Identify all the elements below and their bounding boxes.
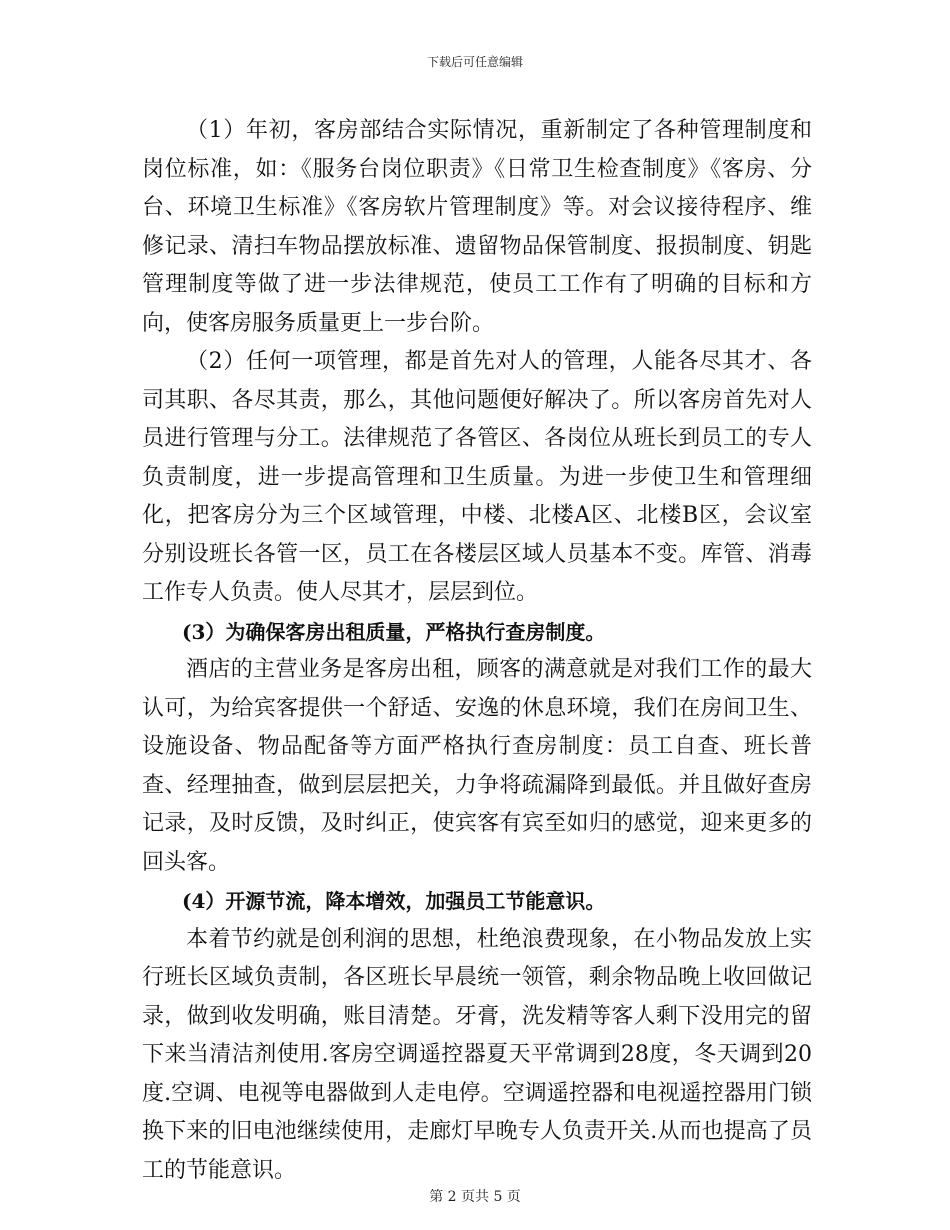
section-heading-4: (4）开源节流，降本增效，加强员工节能意识。 bbox=[182, 889, 606, 913]
paragraph-2: （2）任何一项管理，都是首先对人的管理，人能各尽其才、各司其职、各尽其责，那么，其他问题便好解决了。所以客房首先对人员进行管理与分工。法律规范了各管区、各岗位从班长到员工的专人负责制度，进一步提高管理和卫生质量。为进一步使卫生和管理细化，把客房分为三个区域管理，中楼、北楼A区、北楼B区，会议室分别设班长各管一区，员工在各楼层区域人员基本不变。库管、消毒工作专人负责。使人尽其才，层层到位。 bbox=[142, 349, 812, 605]
page-header: 下载后可任意编辑 bbox=[426, 55, 523, 69]
document-body bbox=[142, 112, 812, 1190]
paragraph-1: （1）年初，客房部结合实际情况，重新制定了各种管理制度和岗位标准，如：《服务台岗位职责》《日常卫生检查制度》《客房、分台、环境卫生标准》《客房软片管理制度》等。对会议接待程序、维修记录、清扫车物品摆放标准、遗留物品保管制度、报损制度、钥匙管理制度等做了进一步法律规范，使员工工作有了明确的目标和方向，使客房服务质量更上一步台阶。 bbox=[142, 118, 812, 336]
section-heading-3: (3）为确保客房出租质量，严格执行查房制度。 bbox=[182, 619, 606, 644]
paragraph-3: 酒店的主营业务是客房出租，顾客的满意就是对我们工作的最大认可，为给宾客提供一个舒适、安逸的休息环境，我们在房间卫生、设施设备、物品配备等方面严格执行查房制度：员工自查、班长普查、经理抽查，做到层层把关，力争将疏漏降到最低。并且做好查房记录，及时反馈，及时纠正，使宾客有宾至如归的感觉，迎来更多的回头客。 bbox=[142, 657, 812, 875]
page-footer: 第 2 页共 5 页 bbox=[429, 1189, 521, 1205]
paragraph-4: 本着节约就是创利润的思想，杜绝浪费现象，在小物品发放上实行班长区域负责制，各区班长早晨统一领管，剩余物品晚上收回做记录，做到收发明确，账目清楚。牙膏，洗发精等客人剩下没用完的留下来当清洁剂使用.客房空调遥控器夏天平常调到28度，冬天调到20度.空调、电视等电器做到人走电停。空调遥控器和电视遥控器用门锁换下来的旧电池继续使用，走廊灯早晚专人负责开关.从而也提高了员工的节能意识。 bbox=[142, 926, 812, 1183]
